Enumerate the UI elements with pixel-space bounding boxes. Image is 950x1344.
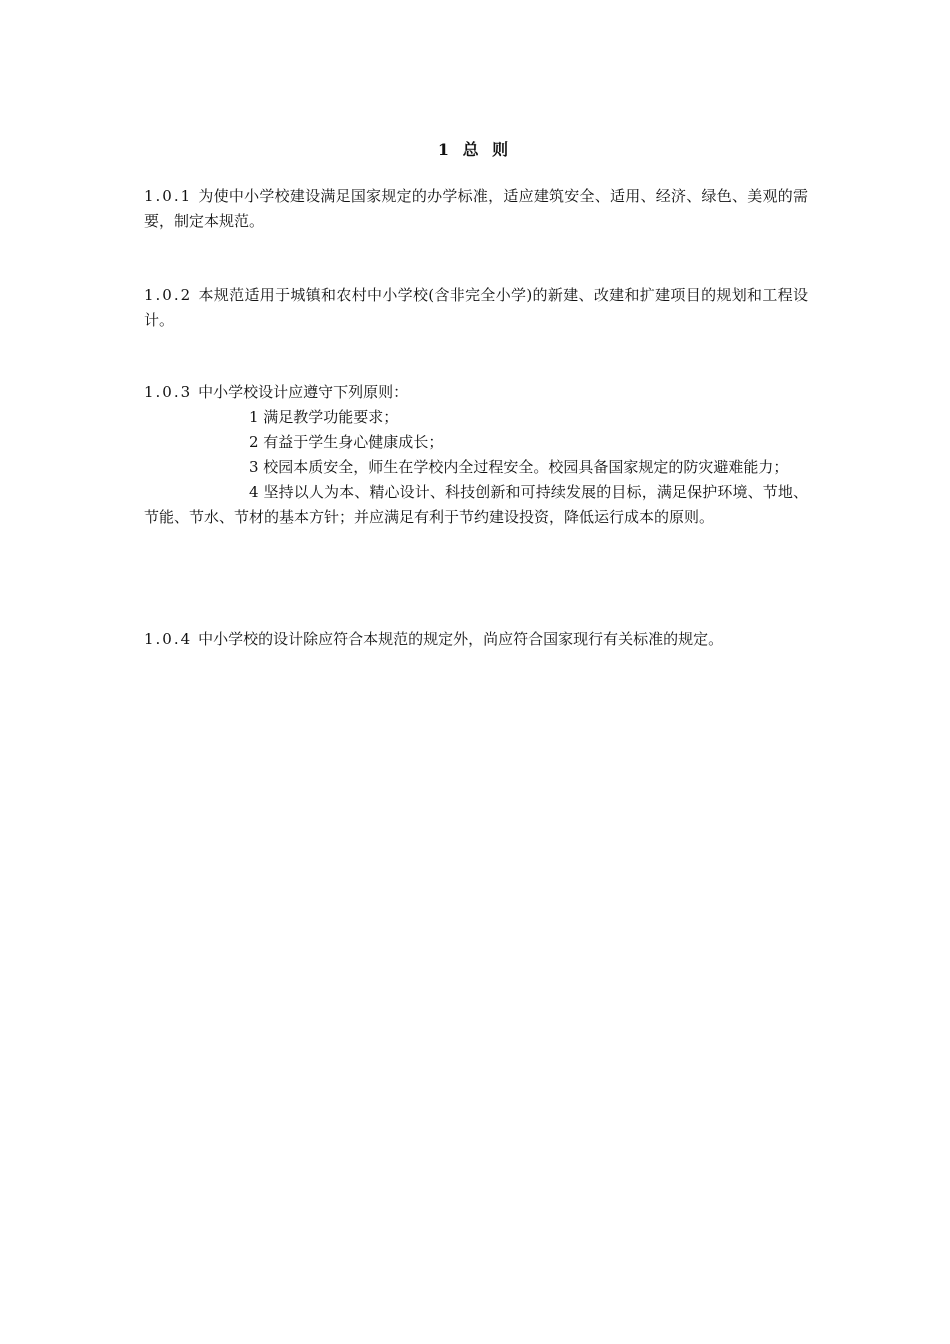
- clause-1-0-2: [144, 283, 808, 333]
- clause-number: 1.0.4: [144, 630, 193, 648]
- principle-item-2: 2 有益于学生身心健康成长；: [249, 433, 444, 451]
- clause-number: 1.0.1: [144, 187, 193, 205]
- clause-text: 中小学校的设计除应符合本规范的规定外，尚应符合国家现行有关标准的规定。: [198, 630, 724, 648]
- principle-item-4: 4 坚持以人为本、精心设计、科技创新和可持续发展的目标，满足保护环境、节地、节能、节水、节材的基本方针；并应满足有利于节约建设投资，降低运行成本的原则。: [144, 483, 808, 526]
- clause-number: 1.0.2: [144, 286, 193, 304]
- clause-text: 中小学校设计应遵守下列原则：: [198, 383, 409, 401]
- clause-number: 1.0.3: [144, 383, 193, 401]
- clause-heading: [144, 380, 808, 405]
- clause-1-0-4: [144, 627, 808, 652]
- clause-text: 本规范适用于城镇和农村中小学校(含非完全小学)的新建、改建和扩建项目的规划和工程设计。: [144, 286, 808, 329]
- clause-text: 为使中小学校建设满足国家规定的办学标准，适应建筑安全、适用、经济、绿色、美观的需要，制定本规范。: [144, 187, 808, 230]
- principle-item-1: 1 满足教学功能要求；: [249, 408, 399, 426]
- clause-1-0-1: [144, 184, 808, 234]
- clause-1-0-3: [144, 380, 808, 530]
- principle-item-3: 3 校园本质安全，师生在学校内全过程安全。校园具备国家规定的防灾避难能力；: [249, 458, 789, 476]
- chapter-title: 1 总 则: [437, 140, 513, 159]
